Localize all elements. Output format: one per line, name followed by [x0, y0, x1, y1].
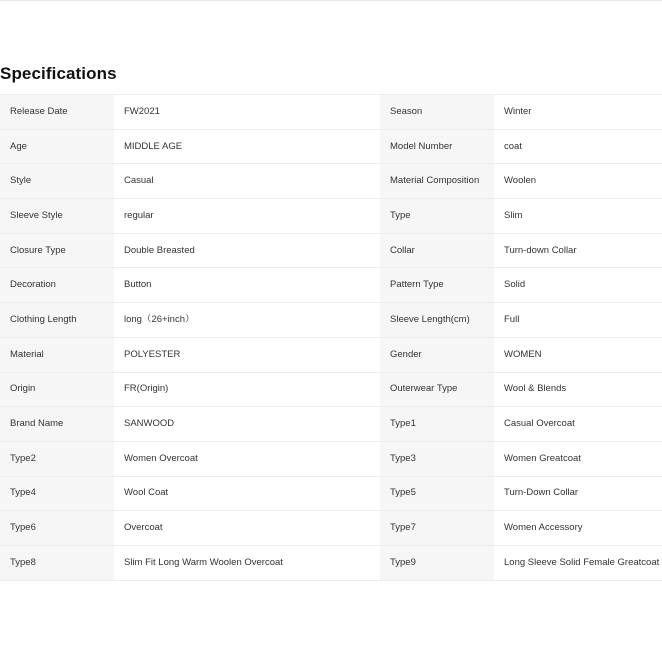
spec-label: Age: [0, 129, 114, 164]
spec-label: Outerwear Type: [380, 372, 494, 407]
spec-label: Type8: [0, 545, 114, 580]
spec-value: WOMEN: [494, 337, 662, 372]
table-row: [0, 303, 662, 338]
spec-value: Full: [494, 303, 662, 338]
spec-label: Release Date: [0, 95, 114, 130]
table-row: [0, 441, 662, 476]
spec-value: Women Accessory: [494, 511, 662, 546]
spec-label: Type5: [380, 476, 494, 511]
table-row: [0, 95, 662, 130]
spec-label: Type6: [0, 511, 114, 546]
spec-label: Type3: [380, 441, 494, 476]
spec-value: Turn-Down Collar: [494, 476, 662, 511]
section-title: Specifications: [0, 64, 117, 83]
spec-label: Gender: [380, 337, 494, 372]
spec-value: Wool & Blends: [494, 372, 662, 407]
table-row: [0, 199, 662, 234]
spec-label: Clothing Length: [0, 303, 114, 338]
spec-value: Button: [114, 268, 380, 303]
specifications-table: [0, 94, 662, 581]
spec-value: Woolen: [494, 164, 662, 199]
spec-label: Brand Name: [0, 407, 114, 442]
spec-label: Sleeve Length(cm): [380, 303, 494, 338]
spec-value: Slim: [494, 199, 662, 234]
spec-value: Casual Overcoat: [494, 407, 662, 442]
spec-value: Turn-down Collar: [494, 233, 662, 268]
spec-value: FR(Origin): [114, 372, 380, 407]
table-row: [0, 545, 662, 580]
table-row: [0, 164, 662, 199]
spec-label: Style: [0, 164, 114, 199]
spec-value: Winter: [494, 95, 662, 130]
spec-value: coat: [494, 129, 662, 164]
spec-label: Material: [0, 337, 114, 372]
table-row: [0, 268, 662, 303]
spec-value: POLYESTER: [114, 337, 380, 372]
spec-label: Closure Type: [0, 233, 114, 268]
table-row: [0, 511, 662, 546]
spec-value: MIDDLE AGE: [114, 129, 380, 164]
spec-label: Sleeve Style: [0, 199, 114, 234]
spec-value: Slim Fit Long Warm Woolen Overcoat: [114, 545, 380, 580]
spec-label: Season: [380, 95, 494, 130]
spec-value: Wool Coat: [114, 476, 380, 511]
spec-label: Model Number: [380, 129, 494, 164]
spec-label: Material Composition: [380, 164, 494, 199]
spec-value: Women Greatcoat: [494, 441, 662, 476]
spec-value: regular: [114, 199, 380, 234]
spec-value: Long Sleeve Solid Female Greatcoat: [494, 545, 662, 580]
spec-label: Collar: [380, 233, 494, 268]
specifications-table-body: [0, 95, 662, 581]
spec-value: Women Overcoat: [114, 441, 380, 476]
table-row: [0, 372, 662, 407]
table-row: [0, 476, 662, 511]
spec-label: Origin: [0, 372, 114, 407]
table-row: [0, 233, 662, 268]
spec-value: Solid: [494, 268, 662, 303]
top-divider: [0, 0, 662, 1]
spec-label: Type9: [380, 545, 494, 580]
spec-label: Type4: [0, 476, 114, 511]
table-row: [0, 337, 662, 372]
spec-label: Type2: [0, 441, 114, 476]
spec-label: Type7: [380, 511, 494, 546]
spec-value: FW2021: [114, 95, 380, 130]
table-row: [0, 407, 662, 442]
spec-label: Type1: [380, 407, 494, 442]
spec-value: Double Breasted: [114, 233, 380, 268]
spec-value: SANWOOD: [114, 407, 380, 442]
spec-label: Pattern Type: [380, 268, 494, 303]
spec-value: Casual: [114, 164, 380, 199]
table-row: [0, 129, 662, 164]
spec-value: Overcoat: [114, 511, 380, 546]
spec-value: long（26+inch）: [114, 303, 380, 338]
spec-label: Decoration: [0, 268, 114, 303]
spec-label: Type: [380, 199, 494, 234]
